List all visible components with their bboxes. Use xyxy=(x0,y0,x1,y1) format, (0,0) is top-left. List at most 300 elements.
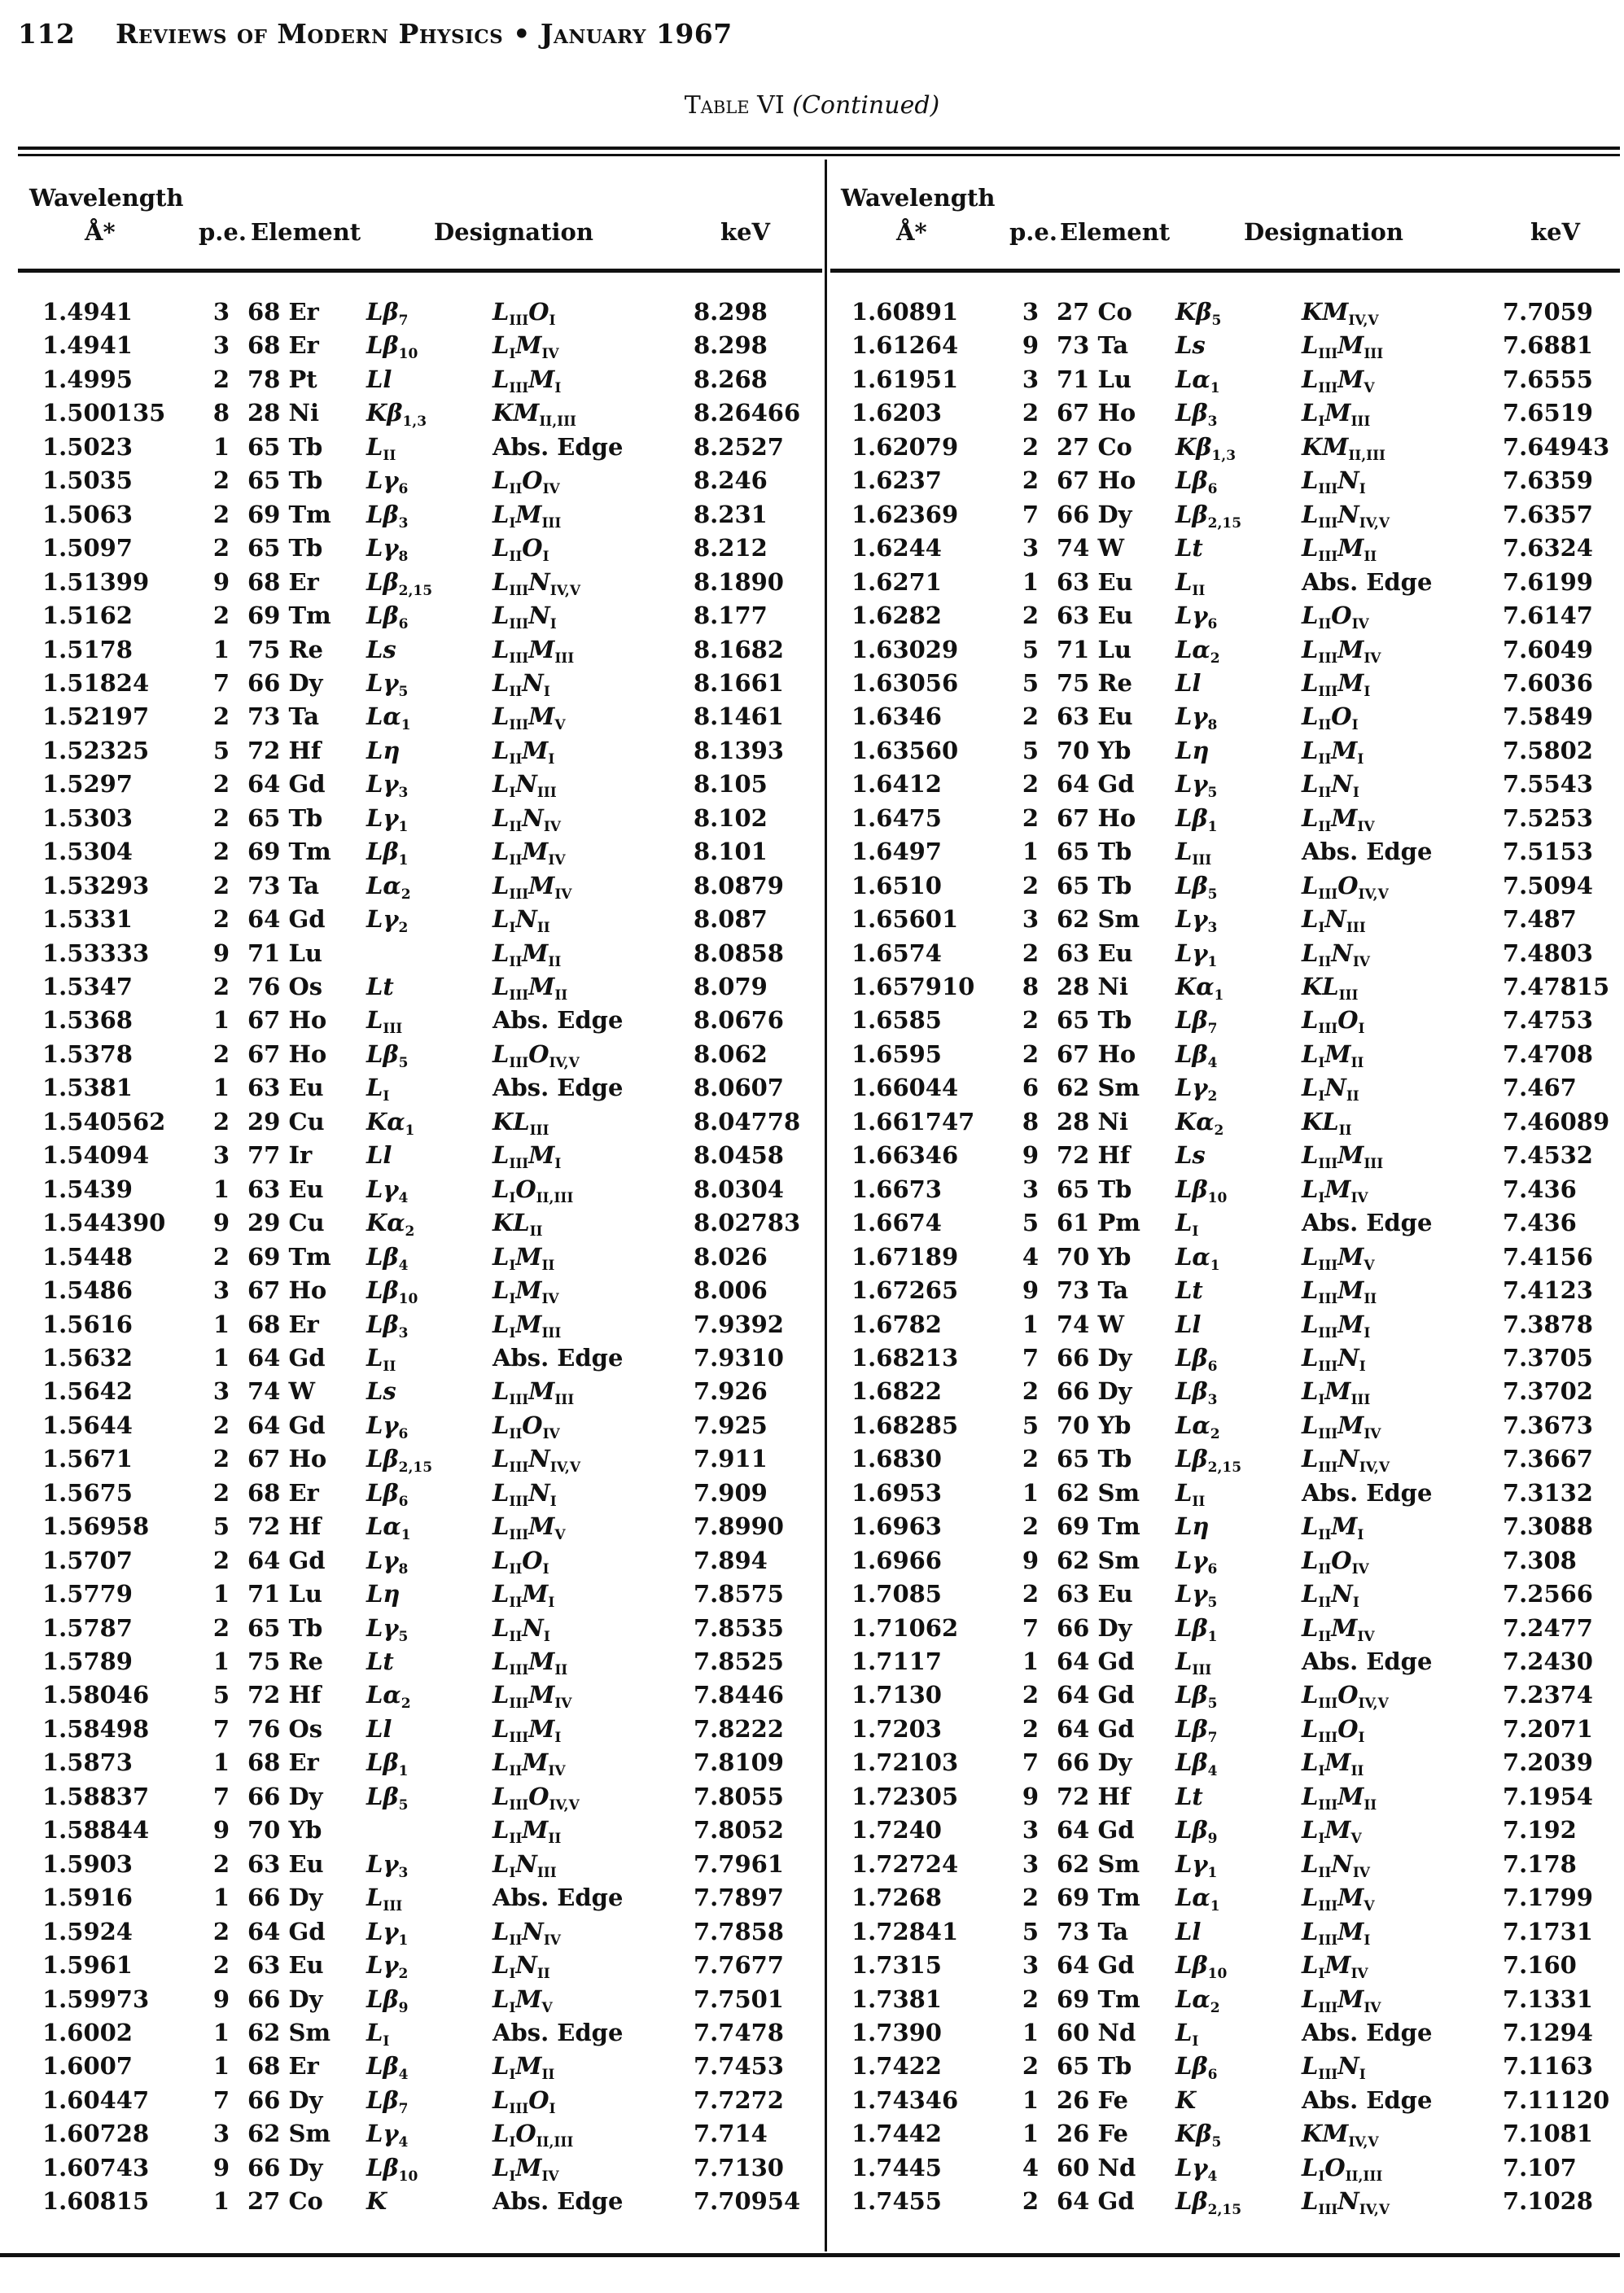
level-symbol: M xyxy=(528,1141,555,1170)
kev-cell: 7.714 xyxy=(694,2120,768,2148)
line-subscript: 2 xyxy=(401,1696,411,1713)
table-row xyxy=(42,937,808,970)
kev-cell: 8.246 xyxy=(694,466,768,495)
line-subscript: 1,3 xyxy=(402,414,427,431)
line-cell xyxy=(1175,1105,1223,1139)
line-cell xyxy=(366,464,408,497)
level-subscript: IV,V xyxy=(549,1796,580,1814)
level-subscript: III xyxy=(509,1696,529,1713)
table-row xyxy=(42,2151,808,2185)
level-symbol: L xyxy=(492,973,510,1000)
level-symbol: L xyxy=(492,939,510,967)
level-symbol: N xyxy=(528,602,550,630)
column-divider xyxy=(825,160,827,2251)
probable-error-cell: 5 xyxy=(212,1512,230,1541)
kev-cell: 7.2477 xyxy=(1503,1613,1593,1642)
line-cell xyxy=(366,970,394,1004)
line-symbol: Lγ xyxy=(1175,905,1208,934)
level-subscript: II xyxy=(1318,1628,1332,1645)
designation-cell xyxy=(492,1477,557,1510)
line-cell xyxy=(366,633,396,667)
level-subscript: II xyxy=(548,953,562,970)
header-element: Element xyxy=(251,218,361,246)
table-row xyxy=(42,903,808,936)
designation-cell xyxy=(492,2185,623,2218)
line-symbol: Lγ xyxy=(366,905,399,934)
wavelength-cell: 1.72841 xyxy=(851,1917,959,1945)
top-rule-1 xyxy=(18,147,1620,150)
level-symbol: L xyxy=(1302,602,1319,630)
line-subscript: 1,3 xyxy=(1211,447,1237,464)
level-subscript: IV,V xyxy=(1359,2202,1390,2219)
designation-cell xyxy=(492,2084,555,2117)
level-subscript: I xyxy=(1318,1966,1325,1983)
line-cell xyxy=(1175,1004,1218,1037)
element-cell: 62 Sm xyxy=(247,2120,331,2148)
wavelength-cell: 1.5162 xyxy=(42,602,133,630)
level-subscript: IV xyxy=(554,1696,572,1713)
level-symbol: L xyxy=(1302,1951,1319,1980)
wavelength-cell: 1.6237 xyxy=(851,466,942,495)
level-subscript: II xyxy=(509,481,523,498)
line-cell xyxy=(1175,1645,1211,1678)
table-row xyxy=(851,2185,1617,2218)
kev-cell: 7.46089 xyxy=(1503,1107,1610,1136)
level-subscript: II,III xyxy=(536,1189,574,1206)
probable-error-cell: 6 xyxy=(1022,1074,1039,1102)
line-symbol: Lα xyxy=(1175,1984,1210,2013)
wavelength-cell: 1.5644 xyxy=(42,1411,133,1439)
table-row xyxy=(42,1983,808,2016)
level-symbol: N xyxy=(1331,1849,1353,1878)
kev-cell: 7.3132 xyxy=(1503,1478,1593,1507)
element-cell: 71 Lu xyxy=(1057,365,1132,393)
line-cell xyxy=(366,1848,408,1881)
designation-cell xyxy=(1302,396,1370,430)
level-subscript: III xyxy=(509,1459,529,1477)
level-subscript: I xyxy=(509,920,516,937)
probable-error-cell: 9 xyxy=(212,1816,230,1844)
kev-cell: 8.1393 xyxy=(694,736,784,764)
level-symbol: M xyxy=(515,500,542,528)
designation-cell xyxy=(1302,464,1366,497)
probable-error-cell: 3 xyxy=(212,298,230,326)
level-symbol: L xyxy=(513,1209,530,1237)
line-symbol: Lβ xyxy=(1175,466,1208,495)
designation-cell xyxy=(492,1173,573,1206)
element-cell: 70 Yb xyxy=(247,1816,322,1844)
level-subscript: I xyxy=(509,1189,516,1206)
wavelength-cell: 1.5378 xyxy=(42,1039,133,1068)
kev-cell: 7.436 xyxy=(1503,1209,1577,1237)
level-symbol: L xyxy=(1302,1984,1319,2013)
wavelength-cell: 1.6822 xyxy=(851,1377,942,1406)
probable-error-cell: 5 xyxy=(212,736,230,764)
probable-error-cell: 2 xyxy=(212,1107,230,1136)
level-symbol: M xyxy=(1337,1411,1364,1439)
designation-cell xyxy=(1302,566,1432,599)
level-subscript: III xyxy=(509,1156,529,1173)
line-symbol: Lγ xyxy=(366,1411,399,1439)
level-symbol: M xyxy=(1322,2120,1349,2148)
probable-error-cell: 2 xyxy=(212,1445,230,1473)
level-subscript: IV,V xyxy=(1359,514,1390,532)
kev-cell: 7.1331 xyxy=(1503,1984,1593,2013)
line-symbol: Kα xyxy=(366,1107,405,1136)
kev-cell: 7.192 xyxy=(1503,1816,1577,1844)
level-subscript: IV xyxy=(543,1932,561,1949)
kev-cell: 7.6357 xyxy=(1503,500,1593,528)
line-cell xyxy=(1175,1477,1205,1510)
level-subscript: II xyxy=(1318,616,1332,633)
level-symbol: L xyxy=(492,1714,510,1743)
level-symbol: L xyxy=(492,1478,510,1507)
level-subscript: II xyxy=(509,1560,523,1578)
line-subscript: 1 xyxy=(398,818,409,835)
element-cell: 28 Ni xyxy=(1057,973,1128,1000)
designation-cell xyxy=(1302,1678,1389,1712)
probable-error-cell: 1 xyxy=(1022,2120,1039,2148)
level-symbol: N xyxy=(1337,2187,1359,2216)
probable-error-cell: 2 xyxy=(212,1613,230,1642)
table-row xyxy=(851,1241,1617,1274)
wavelength-cell: 1.7203 xyxy=(851,1714,942,1743)
level-subscript: I xyxy=(1359,1358,1366,1375)
level-subscript: II xyxy=(1318,750,1332,768)
table-row xyxy=(42,1746,808,1779)
probable-error-cell: 2 xyxy=(1022,1714,1039,1743)
wavelength-cell: 1.4941 xyxy=(42,298,133,326)
level-symbol: M xyxy=(1337,1884,1364,1912)
line-cell xyxy=(1175,1983,1220,2016)
level-subscript: III xyxy=(1318,2067,1338,2084)
line-cell xyxy=(1175,1308,1201,1341)
designation-cell xyxy=(492,1983,553,2016)
table-row xyxy=(42,1241,808,1274)
level-symbol: L xyxy=(1302,871,1319,899)
line-cell xyxy=(366,2117,408,2151)
level-subscript: IV xyxy=(548,852,566,869)
wavelength-cell: 1.63560 xyxy=(851,736,959,764)
designation-cell xyxy=(492,1746,566,1779)
level-subscript: I xyxy=(509,1864,516,1881)
kev-cell: 7.4156 xyxy=(1503,1242,1593,1271)
line-cell xyxy=(366,1038,409,1071)
line-symbol: Lγ xyxy=(1175,1849,1208,1878)
line-subscript: 2 xyxy=(401,886,411,903)
kev-cell: 7.8525 xyxy=(694,1648,784,1675)
level-subscript: I xyxy=(509,1999,516,2016)
kev-cell: 7.9310 xyxy=(694,1343,784,1372)
probable-error-cell: 2 xyxy=(212,534,230,562)
line-cell xyxy=(366,1139,392,1172)
table-row xyxy=(42,1510,808,1543)
element-cell: 64 Gd xyxy=(247,1917,326,1945)
line-cell xyxy=(1175,464,1218,497)
table-row xyxy=(42,566,808,599)
wavelength-cell: 1.5632 xyxy=(42,1343,133,1372)
wavelength-cell: 1.7130 xyxy=(851,1681,942,1709)
probable-error-cell: 7 xyxy=(212,2085,230,2114)
line-cell xyxy=(1175,599,1217,632)
designation-cell xyxy=(492,937,561,970)
line-cell xyxy=(366,1949,408,1982)
line-cell xyxy=(1175,1746,1218,1779)
wavelength-cell: 1.66346 xyxy=(851,1141,959,1170)
designation-cell xyxy=(1302,599,1369,632)
line-subscript: 5 xyxy=(398,1628,409,1645)
wavelength-cell: 1.7445 xyxy=(851,2153,942,2181)
kev-cell: 7.8575 xyxy=(694,1580,784,1608)
level-symbol: M xyxy=(528,1377,555,1406)
header-pe: p.e. xyxy=(199,218,247,246)
line-cell xyxy=(1175,2151,1217,2185)
level-symbol: L xyxy=(492,2153,510,2181)
level-subscript: IV xyxy=(1351,1560,1369,1578)
element-cell: 28 Ni xyxy=(247,399,319,427)
wavelength-cell: 1.72724 xyxy=(851,1849,959,1878)
probable-error-cell: 1 xyxy=(212,1580,230,1608)
line-symbol: Ll xyxy=(1175,1917,1202,1945)
probable-error-cell: 2 xyxy=(1022,1884,1039,1912)
element-cell: 73 Ta xyxy=(1057,331,1129,360)
level-symbol: N xyxy=(515,770,537,799)
designation-cell xyxy=(492,1544,549,1578)
probable-error-cell: 2 xyxy=(212,500,230,528)
level-symbol: M xyxy=(528,871,555,899)
level-subscript: III xyxy=(1318,549,1338,566)
level-subscript: III xyxy=(1318,650,1338,667)
element-cell: 64 Gd xyxy=(1057,1714,1135,1743)
table-row xyxy=(851,1949,1617,1982)
wavelength-cell: 1.58498 xyxy=(42,1714,150,1743)
table-row xyxy=(851,1915,1617,1949)
element-cell: 62 Sm xyxy=(247,2018,331,2046)
designation-text: Abs. Edge xyxy=(1302,567,1433,596)
line-subscript: 7 xyxy=(1207,1021,1218,1038)
level-subscript: III xyxy=(509,886,529,903)
level-subscript: I xyxy=(1352,785,1359,802)
level-subscript: V xyxy=(541,1999,553,2016)
line-cell xyxy=(366,1071,389,1105)
element-cell: 63 Eu xyxy=(1057,1580,1133,1608)
probable-error-cell: 2 xyxy=(1022,466,1039,495)
level-subscript: III xyxy=(1318,1999,1338,2016)
element-cell: 68 Er xyxy=(247,1310,319,1338)
line-cell xyxy=(366,1274,418,1307)
wavelength-cell: 1.5779 xyxy=(42,1580,133,1608)
wavelength-cell: 1.5063 xyxy=(42,500,133,528)
level-symbol: M xyxy=(1337,365,1364,393)
element-cell: 64 Gd xyxy=(247,1343,326,1372)
line-cell xyxy=(1175,1038,1218,1071)
line-subscript: I xyxy=(1192,1223,1199,1241)
level-symbol: M xyxy=(528,365,555,393)
line-symbol: Kβ xyxy=(366,399,403,427)
wavelength-cell: 1.5616 xyxy=(42,1310,133,1338)
level-symbol: K xyxy=(492,399,514,427)
probable-error-cell: 2 xyxy=(1022,1377,1039,1406)
element-cell: 66 Dy xyxy=(247,1984,323,2013)
designation-text: Abs. Edge xyxy=(1302,1478,1433,1507)
element-cell: 65 Tb xyxy=(247,466,323,495)
line-symbol: L xyxy=(1175,1478,1193,1507)
designation-cell xyxy=(492,1308,561,1341)
kev-cell: 7.7059 xyxy=(1503,298,1593,326)
line-subscript: 3 xyxy=(398,1864,409,1881)
level-symbol: L xyxy=(1322,973,1339,1000)
wavelength-cell: 1.7381 xyxy=(851,1984,942,2013)
level-subscript: I xyxy=(1359,481,1366,498)
level-symbol: L xyxy=(492,1816,510,1844)
level-subscript: IV,V xyxy=(549,1459,581,1477)
level-symbol: L xyxy=(492,1039,510,1068)
line-symbol: L xyxy=(1175,2018,1193,2046)
level-subscript: I xyxy=(542,549,549,566)
level-symbol: L xyxy=(1302,736,1319,764)
designation-cell xyxy=(492,734,554,768)
line-cell xyxy=(366,734,400,768)
level-symbol: M xyxy=(522,1816,549,1844)
table-row xyxy=(42,1612,808,1645)
level-symbol: M xyxy=(1322,432,1349,461)
line-cell xyxy=(366,700,411,733)
wavelength-cell: 1.58046 xyxy=(42,1681,150,1709)
probable-error-cell: 2 xyxy=(1022,602,1039,630)
level-subscript: I xyxy=(1318,1831,1325,1848)
wavelength-cell: 1.5642 xyxy=(42,1377,133,1406)
table-row xyxy=(851,363,1617,396)
kev-cell: 8.0858 xyxy=(694,939,784,967)
wavelength-cell: 1.7268 xyxy=(851,1884,942,1912)
level-symbol: M xyxy=(1331,1512,1358,1541)
line-symbol: Lβ xyxy=(1175,2187,1208,2216)
level-subscript: III xyxy=(554,1392,575,1409)
table-row xyxy=(42,1544,808,1578)
line-cell xyxy=(1175,329,1206,362)
wavelength-cell: 1.68285 xyxy=(851,1411,959,1439)
designation-cell xyxy=(492,2117,573,2151)
table-row xyxy=(42,1274,808,1307)
level-symbol: M xyxy=(522,838,549,866)
designation-cell xyxy=(492,835,566,869)
kev-cell: 7.7677 xyxy=(694,1951,784,1980)
table-row xyxy=(42,1105,808,1139)
level-subscript: III xyxy=(1318,1459,1338,1477)
element-cell: 66 Dy xyxy=(247,668,323,697)
level-subscript: II,III xyxy=(1345,2168,1383,2185)
line-cell xyxy=(366,1409,408,1442)
level-symbol: L xyxy=(492,2085,510,2114)
level-subscript: I xyxy=(1359,2067,1366,2084)
designation-cell xyxy=(492,1949,550,1982)
line-subscript: 2 xyxy=(1210,650,1220,667)
level-symbol: M xyxy=(1337,1984,1364,2013)
designation-cell xyxy=(1302,1612,1375,1645)
level-symbol: K xyxy=(1302,2120,1323,2148)
table-row xyxy=(42,768,808,801)
level-symbol: N xyxy=(1337,500,1359,528)
probable-error-cell: 4 xyxy=(1022,1242,1039,1271)
level-subscript: I xyxy=(1364,1324,1371,1341)
line-symbol: Lγ xyxy=(366,1849,399,1878)
line-cell xyxy=(366,869,411,903)
table-row xyxy=(851,903,1617,936)
kev-cell: 7.8052 xyxy=(694,1816,784,1844)
element-cell: 64 Gd xyxy=(1057,2187,1135,2216)
designation-cell xyxy=(492,396,576,430)
line-symbol: Lα xyxy=(366,1681,401,1709)
wavelength-cell: 1.5023 xyxy=(42,432,133,461)
line-cell xyxy=(1175,532,1203,565)
line-symbol: Lα xyxy=(366,702,401,731)
level-subscript: IV xyxy=(1352,953,1370,970)
line-cell xyxy=(366,1173,408,1206)
level-symbol: N xyxy=(515,1849,537,1878)
kev-cell: 8.177 xyxy=(694,602,768,630)
level-subscript: I xyxy=(509,2168,516,2185)
table-row xyxy=(42,1173,808,1206)
level-subscript: I xyxy=(509,1966,516,1983)
element-cell: 28 Ni xyxy=(1057,1107,1128,1136)
probable-error-cell: 2 xyxy=(1022,1006,1039,1035)
line-symbol: L xyxy=(366,1006,383,1035)
line-subscript: 4 xyxy=(398,2067,409,2084)
level-symbol: L xyxy=(1302,1141,1319,1170)
level-subscript: II xyxy=(509,953,523,970)
probable-error-cell: 9 xyxy=(1022,1546,1039,1574)
line-symbol: Lγ xyxy=(1175,1580,1208,1608)
table-row xyxy=(42,1375,808,1408)
designation-cell xyxy=(492,1004,623,1037)
probable-error-cell: 2 xyxy=(212,1242,230,1271)
line-symbol: Lγ xyxy=(1175,2153,1208,2181)
kev-cell: 7.8109 xyxy=(694,1748,784,1777)
level-subscript: I xyxy=(549,616,557,633)
line-symbol: Lβ xyxy=(1175,1377,1208,1406)
probable-error-cell: 7 xyxy=(1022,1613,1039,1642)
wavelength-cell: 1.7240 xyxy=(851,1816,942,1844)
designation-cell xyxy=(1302,2117,1379,2151)
designation-cell xyxy=(1302,1645,1432,1678)
table-row xyxy=(42,2050,808,2083)
issue-date: January 1967 xyxy=(540,18,733,50)
line-subscript: 2,15 xyxy=(1207,1459,1242,1477)
designation-cell xyxy=(1302,1949,1368,1982)
level-subscript: IV xyxy=(541,2168,559,2185)
line-subscript: 5 xyxy=(398,1054,409,1071)
designation-cell xyxy=(492,1881,623,1914)
element-cell: 75 Re xyxy=(247,1648,324,1675)
line-cell xyxy=(366,329,418,362)
element-cell: 63 Eu xyxy=(247,1074,324,1102)
line-cell xyxy=(1175,903,1217,936)
level-subscript: V xyxy=(554,1527,566,1544)
line-symbol: Lβ xyxy=(1175,1714,1208,1743)
line-subscript: 6 xyxy=(398,1425,409,1442)
wavelength-cell: 1.72103 xyxy=(851,1748,959,1777)
element-cell: 29 Cu xyxy=(247,1209,325,1237)
line-symbol: Lt xyxy=(366,1648,394,1675)
line-subscript: III xyxy=(1192,1662,1212,1678)
designation-cell xyxy=(1302,700,1359,733)
level-subscript: III xyxy=(509,1527,529,1544)
level-symbol: M xyxy=(1331,736,1358,764)
designation-cell xyxy=(492,667,550,700)
level-subscript: I xyxy=(1318,1088,1325,1105)
probable-error-cell: 2 xyxy=(212,702,230,731)
kev-cell: 7.9392 xyxy=(694,1310,784,1338)
